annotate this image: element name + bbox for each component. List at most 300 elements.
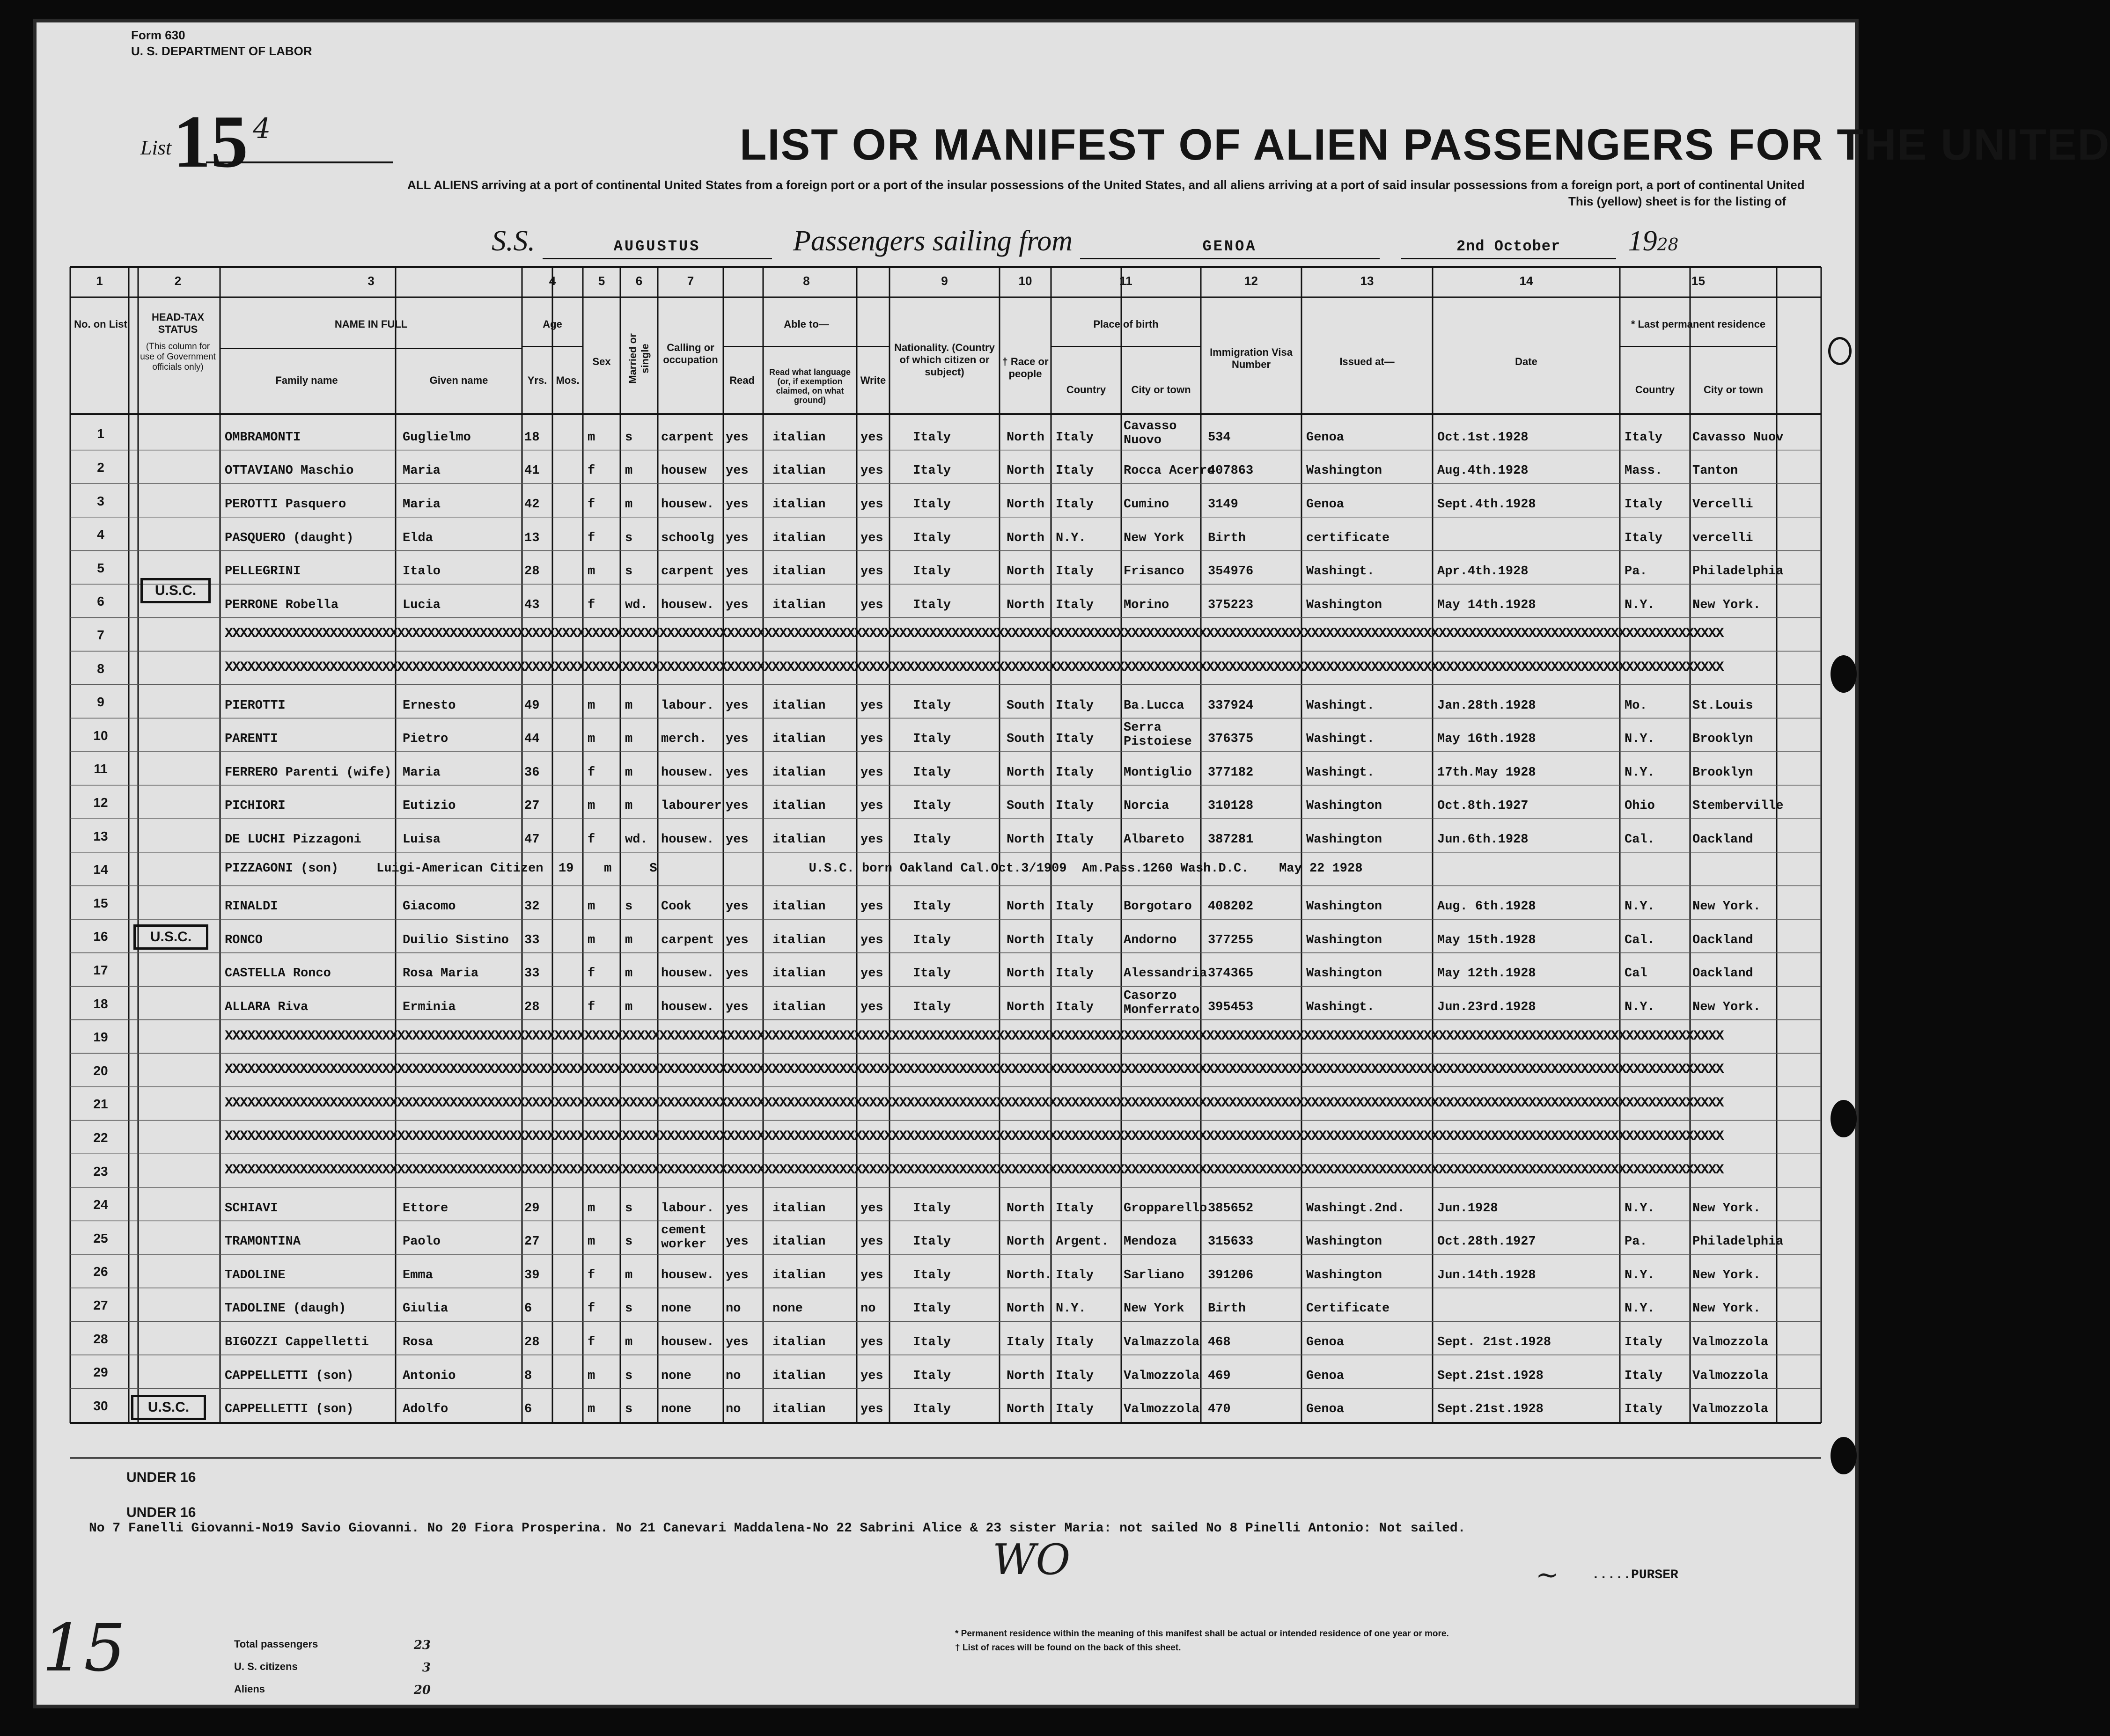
cell-lang: italian (772, 1000, 826, 1014)
purser-label: .....PURSER (1592, 1568, 1678, 1582)
cell-read: yes (726, 765, 749, 780)
cell-read: yes (726, 1201, 749, 1216)
cell-rcity: Oackland (1692, 933, 1753, 947)
cell-rcountry: Ohio (1625, 799, 1655, 813)
column-number: 15 (1691, 274, 1705, 288)
cell-date: May 16th.1928 (1437, 732, 1536, 747)
cell-read: yes (726, 698, 749, 713)
cell-age: 36 (524, 765, 540, 780)
cell-family: RINALDI (225, 900, 278, 914)
cell-nat: Italy (913, 967, 951, 981)
cell-nat: Italy (913, 1335, 951, 1349)
cell-write: yes (860, 1402, 883, 1417)
cell-given: Italo (403, 564, 441, 579)
cell-write: yes (860, 498, 883, 512)
cell-nat: Italy (913, 1000, 951, 1014)
cell-age: 27 (524, 799, 540, 813)
cell-bcountry: Italy (1056, 430, 1094, 445)
cell-rcountry: N.Y. (1625, 1302, 1655, 1316)
cell-date: May 12th.1928 (1437, 967, 1536, 981)
row-number: 21 (93, 1097, 108, 1112)
column-number: 6 (635, 274, 643, 288)
cell-occ: housew. (661, 1000, 714, 1014)
col-header-birth-city: City or town (1131, 384, 1191, 396)
cell-read: yes (726, 799, 749, 813)
cell-ms: m (625, 799, 633, 813)
cell-issued: Washingt. (1306, 1000, 1375, 1014)
cell-age: 6 (524, 1402, 532, 1417)
cell-family: PARENTI (225, 732, 278, 747)
row-number: 4 (97, 527, 104, 542)
cell-occ: housew. (661, 967, 714, 981)
cell-race: North. (1007, 1268, 1052, 1282)
cell-given: Paolo (403, 1235, 441, 1249)
cell-sex: f (588, 1268, 596, 1282)
cell-visa: 374365 (1208, 967, 1254, 981)
cell-nat: Italy (913, 464, 951, 478)
cell-sex: f (588, 1335, 596, 1349)
cell-age: 44 (524, 732, 540, 747)
cell-race: North (1007, 1302, 1045, 1316)
cell-bcity: Casorzo Monferrato (1124, 989, 1200, 1018)
col-header-last-residence: * Last permanent residence (1631, 318, 1766, 330)
cell-family: PERRONE Robella (225, 598, 339, 612)
cell-rcountry: N.Y. (1625, 1000, 1655, 1014)
column-number: 12 (1244, 274, 1258, 288)
cell-rcity: New York. (1692, 1302, 1761, 1316)
cell-visa: 315633 (1208, 1235, 1254, 1249)
cell-race: South (1007, 732, 1045, 747)
cell-family: ALLARA Riva (225, 1000, 309, 1014)
cell-rcity: Valmozzola (1692, 1335, 1769, 1349)
cell-ms: m (625, 464, 633, 478)
cell-rcountry: Pa. (1625, 1235, 1647, 1249)
binder-ring-icon (1828, 337, 1852, 365)
cell-visa: 385652 (1208, 1201, 1254, 1216)
cell-issued: Genoa (1306, 1402, 1345, 1417)
cell-family: TRAMONTINA (225, 1235, 301, 1249)
cell-race: North (1007, 564, 1045, 579)
cell-issued: Washington (1306, 933, 1382, 947)
cell-issued: Washington (1306, 900, 1382, 914)
cell-race: North (1007, 1369, 1045, 1383)
cell-ms: s (625, 1369, 633, 1383)
cell-bcountry: Argent. (1056, 1235, 1109, 1249)
column-number: 3 (368, 274, 375, 288)
cell-lang: italian (772, 531, 826, 545)
column-number: 4 (549, 274, 556, 288)
cell-bcountry: Italy (1056, 1402, 1094, 1417)
cell-given: Maria (403, 498, 441, 512)
cell-family: PEROTTI Pasquero (225, 498, 346, 512)
cell-bcity: Andorno (1124, 933, 1177, 947)
cell-date: Sept.4th.1928 (1437, 498, 1536, 512)
cell-ms: s (625, 1402, 633, 1417)
cell-rcity: Oackland (1692, 833, 1753, 847)
cell-issued: Genoa (1306, 430, 1345, 445)
cell-rcountry: Pa. (1625, 564, 1647, 579)
cell-rcountry: Italy (1625, 1369, 1663, 1383)
cell-lang: italian (772, 1369, 826, 1383)
cell-age: 47 (524, 833, 540, 847)
col-header-visa: Immigration Visa Number (1210, 346, 1293, 370)
cell-issued: Washington (1306, 598, 1382, 612)
cell-bcity: Ba.Lucca (1124, 698, 1184, 713)
cell-given: Maria (403, 464, 441, 478)
row-number: 7 (97, 627, 104, 642)
ship-name: AUGUSTUS (613, 238, 701, 255)
cell-age: 41 (524, 464, 540, 478)
cell-age: 18 (524, 430, 540, 445)
cell-nat: Italy (913, 1402, 951, 1417)
cell-write: yes (860, 598, 883, 612)
cell-age: 13 (524, 531, 540, 545)
cell-age: 29 (524, 1201, 540, 1216)
cell-rcity: Brooklyn (1692, 765, 1753, 780)
binder-hole-icon (1831, 655, 1857, 693)
cell-race: North (1007, 531, 1045, 545)
cell-rcity: Vercelli (1692, 498, 1753, 512)
cell-nat: Italy (913, 598, 951, 612)
cell-lang: italian (772, 933, 826, 947)
cell-read: yes (726, 833, 749, 847)
column-number: 11 (1119, 274, 1132, 288)
cell-date: Oct.1st.1928 (1437, 430, 1529, 445)
cell-date: 17th.May 1928 (1437, 765, 1536, 780)
status-stamp: UNDER 16 (126, 1470, 196, 1485)
cell-ms: m (625, 498, 633, 512)
cell-visa: 3149 (1208, 498, 1238, 512)
cell-date: Jun.14th.1928 (1437, 1268, 1536, 1282)
cell-date: Jun.1928 (1437, 1201, 1498, 1216)
total-value: 23 (413, 1638, 431, 1652)
ss-label: S.S. (492, 225, 535, 257)
cell-visa: Birth (1208, 531, 1246, 545)
cell-date: Jun.23rd.1928 (1437, 1000, 1536, 1014)
cell-date: May 14th.1928 (1437, 598, 1536, 612)
cell-family: PIEROTTI (225, 698, 286, 713)
totals-box (234, 1638, 431, 1697)
cell-given: Rosa (403, 1335, 433, 1349)
cell-age: 43 (524, 598, 540, 612)
col-header-yrs: Yrs. (527, 374, 547, 386)
cell-rcity: New York. (1692, 1268, 1761, 1282)
row-number: 28 (93, 1331, 108, 1346)
cell-bcity: Rocca Acerro (1124, 464, 1215, 478)
cell-family: CASTELLA Ronco (225, 967, 331, 981)
cell-rcity: vercelli (1692, 531, 1753, 545)
cell-age: 27 (524, 1235, 540, 1249)
cell-bcity: Morino (1124, 598, 1169, 612)
form-line: Form 630 (131, 28, 185, 42)
cell-rcity: New York. (1692, 598, 1761, 612)
cell-rcity: Brooklyn (1692, 732, 1753, 747)
cell-rcountry: N.Y. (1625, 1268, 1655, 1282)
cell-race: North (1007, 933, 1045, 947)
cell-rcountry: Cal. (1625, 933, 1655, 947)
cell-read: yes (726, 564, 749, 579)
cell-visa: 387281 (1208, 833, 1254, 847)
cell-sex: f (588, 464, 596, 478)
cell-bcountry: Italy (1056, 765, 1094, 780)
col-header-read-language: Read what language (or, if exemption claimed, on what ground) (769, 367, 851, 405)
cell-occ: housew. (661, 498, 714, 512)
form-line: U. S. DEPARTMENT OF LABOR (131, 44, 312, 58)
cell-write: yes (860, 531, 883, 545)
cell-ms: s (625, 531, 633, 545)
cell-rcountry: N.Y. (1625, 598, 1655, 612)
cell-date: Jan.28th.1928 (1437, 698, 1536, 713)
struck-row: XXXXXXXXXXXXXXXXXXXXXXXXXXXXXXXXXXXXXXXXXXXXXXXXXXXXXXXXXXXXXXXXXXXXXXXXXXXXXXXXXXXXXXXXXXXXXXXXXXXXXXXXXXXXXXXXXXXXXXXXXXXXXXXXXXXXXXXXXXXXXXXXXXXXXXXXXXXXXXXXXXXXXXXXXXXXXXXXXXXXXXXXXXXXXXXXXXXXXXXX (225, 1028, 1723, 1044)
cell-bcountry: Italy (1056, 933, 1094, 947)
cell-bcity: Valmozzola (1124, 1402, 1200, 1417)
list-number-suffix: 4 (253, 112, 271, 145)
cell-issued: Washington (1306, 1268, 1382, 1282)
cell-rcountry: Mass. (1625, 464, 1663, 478)
cell-write: yes (860, 833, 883, 847)
col-header-nationality: Nationality. (Country of which citizen or subject) (894, 342, 995, 378)
cell-date: Aug.4th.1928 (1437, 464, 1529, 478)
cell-ms: m (625, 732, 633, 747)
cell-sex: f (588, 1302, 596, 1316)
cell-sex: f (588, 498, 596, 512)
cell-bcountry: Italy (1056, 900, 1094, 914)
column-number: 10 (1018, 274, 1032, 288)
aliens-row (234, 1683, 431, 1697)
cell-race: South (1007, 799, 1045, 813)
cell-nat: Italy (913, 765, 951, 780)
binder-hole-icon (1831, 1437, 1857, 1474)
column-number: 8 (803, 274, 810, 288)
cell-issued: Washington (1306, 967, 1382, 981)
struck-row: XXXXXXXXXXXXXXXXXXXXXXXXXXXXXXXXXXXXXXXXXXXXXXXXXXXXXXXXXXXXXXXXXXXXXXXXXXXXXXXXXXXXXXXXXXXXXXXXXXXXXXXXXXXXXXXXXXXXXXXXXXXXXXXXXXXXXXXXXXXXXXXXXXXXXXXXXXXXXXXXXXXXXXXXXXXXXXXXXXXXXXXXXXXXXXXXXXXXXXXX (225, 1128, 1723, 1145)
cell-lang: italian (772, 1335, 826, 1349)
struck-row: XXXXXXXXXXXXXXXXXXXXXXXXXXXXXXXXXXXXXXXXXXXXXXXXXXXXXXXXXXXXXXXXXXXXXXXXXXXXXXXXXXXXXXXXXXXXXXXXXXXXXXXXXXXXXXXXXXXXXXXXXXXXXXXXXXXXXXXXXXXXXXXXXXXXXXXXXXXXXXXXXXXXXXXXXXXXXXXXXXXXXXXXXXXXXXXXXXXXXXXX (225, 1062, 1723, 1078)
cell-visa: 337924 (1208, 698, 1254, 713)
cell-bcity: Cavasso Nuovo (1124, 419, 1177, 447)
col-header-race: † Race or people (1002, 356, 1049, 380)
row-number: 13 (93, 828, 108, 843)
row-number: 15 (93, 895, 108, 910)
col-header-age: Age (543, 318, 562, 330)
cell-rcountry: Mo. (1625, 698, 1647, 713)
year-prefix: 19 (1628, 225, 1657, 257)
cell-age: 42 (524, 498, 540, 512)
cell-ms: m (625, 1335, 633, 1349)
cell-lang: italian (772, 464, 826, 478)
col-header-name: NAME IN FULL (334, 318, 408, 330)
cell-age: 8 (524, 1369, 532, 1383)
cell-visa: 375223 (1208, 598, 1254, 612)
cell-bcity: Sarliano (1124, 1268, 1184, 1282)
footnote-2: † List of races will be found on the back of this sheet. (955, 1643, 1181, 1653)
cell-lang: none (772, 1302, 803, 1316)
cell-write: yes (860, 1201, 883, 1216)
cell-lang: italian (772, 1402, 826, 1417)
cell-read: yes (726, 598, 749, 612)
cell-nat: Italy (913, 1302, 951, 1316)
cell-sex: m (588, 933, 596, 947)
col-header-calling: Calling or occupation (663, 342, 718, 366)
cell-sex: f (588, 1000, 596, 1014)
struck-row: XXXXXXXXXXXXXXXXXXXXXXXXXXXXXXXXXXXXXXXXXXXXXXXXXXXXXXXXXXXXXXXXXXXXXXXXXXXXXXXXXXXXXXXXXXXXXXXXXXXXXXXXXXXXXXXXXXXXXXXXXXXXXXXXXXXXXXXXXXXXXXXXXXXXXXXXXXXXXXXXXXXXXXXXXXXXXXXXXXXXXXXXXXXXXXXXXXXXXXXX (225, 626, 1723, 642)
margin-number: 15 (42, 1610, 126, 1686)
cell-read: yes (726, 1235, 749, 1249)
cell-race: North (1007, 900, 1045, 914)
cell-ms: m (625, 967, 633, 981)
cell-visa: 377255 (1208, 933, 1254, 947)
cell-given: Eutizio (403, 799, 456, 813)
cell-read: no (726, 1302, 741, 1316)
status-stamp: UNDER 16 (126, 1505, 196, 1520)
cell-given: Erminia (403, 1000, 456, 1014)
cell-ms: wd. (625, 833, 648, 847)
status-stamp: U.S.C. (140, 578, 211, 603)
row-number: 18 (93, 996, 108, 1011)
cell-occ: cement worker (661, 1223, 707, 1252)
cell-nat: Italy (913, 498, 951, 512)
cell-rcity: Tanton (1692, 464, 1738, 478)
cell-lang: italian (772, 1268, 826, 1282)
cell-bcountry: Italy (1056, 698, 1094, 713)
cell-nat: Italy (913, 531, 951, 545)
col-header-head-tax-note: (This column for use of Government officials only) (140, 342, 216, 372)
cell-rcountry: Italy (1625, 498, 1663, 512)
purser-signature-icon: ~ (1536, 1559, 1559, 1591)
cell-visa: 408202 (1208, 900, 1254, 914)
cell-read: yes (726, 933, 749, 947)
column-number: 9 (941, 274, 948, 288)
cell-race: North (1007, 967, 1045, 981)
cell-rcountry: Cal (1625, 967, 1647, 981)
cell-rcountry: Cal. (1625, 833, 1655, 847)
table-row-note: PIZZAGONI (son) Luigi-American Citizen 19 m S U.S.C. born Oakland Cal.Oct.3/1909 Am.Pass.1260 Wash.D.C. May 22 1928 (225, 861, 1363, 876)
cell-read: yes (726, 732, 749, 747)
cell-age: 49 (524, 698, 540, 713)
manifest-sheet (33, 19, 2110, 1708)
cell-bcountry: Italy (1056, 564, 1094, 579)
cell-occ: labour. (661, 1201, 714, 1216)
cell-write: yes (860, 900, 883, 914)
cell-given: Ettore (403, 1201, 448, 1216)
struck-row: XXXXXXXXXXXXXXXXXXXXXXXXXXXXXXXXXXXXXXXXXXXXXXXXXXXXXXXXXXXXXXXXXXXXXXXXXXXXXXXXXXXXXXXXXXXXXXXXXXXXXXXXXXXXXXXXXXXXXXXXXXXXXXXXXXXXXXXXXXXXXXXXXXXXXXXXXXXXXXXXXXXXXXXXXXXXXXXXXXXXXXXXXXXXXXXXXXXXXXXX (225, 1095, 1723, 1111)
cell-write: yes (860, 564, 883, 579)
col-header-married: Married or single (627, 333, 651, 384)
cell-given: Luisa (403, 833, 441, 847)
cell-read: yes (726, 900, 749, 914)
cell-date: Sept. 21st.1928 (1437, 1335, 1551, 1349)
cell-bcountry: Italy (1056, 967, 1094, 981)
col-header-mos: Mos. (556, 374, 580, 386)
cell-write: yes (860, 1369, 883, 1383)
cell-sex: f (588, 598, 596, 612)
cell-read: no (726, 1402, 741, 1417)
cell-family: FERRERO Parenti (wife) (225, 765, 392, 780)
cell-given: Pietro (403, 732, 448, 747)
cell-age: 33 (524, 933, 540, 947)
col-header-place-of-birth: Place of birth (1093, 318, 1159, 330)
cell-bcountry: Italy (1056, 598, 1094, 612)
aliens-label: Aliens (234, 1683, 265, 1695)
cell-race: North (1007, 765, 1045, 780)
cell-sex: m (588, 1201, 596, 1216)
cell-write: yes (860, 1335, 883, 1349)
cell-bcity: Valmozzola (1124, 1369, 1200, 1383)
cell-bcountry: Italy (1056, 1201, 1094, 1216)
cell-issued: Washington (1306, 833, 1382, 847)
cell-ms: s (625, 430, 633, 445)
cell-ms: s (625, 564, 633, 579)
cell-given: Maria (403, 765, 441, 780)
row-number: 2 (97, 460, 104, 475)
cell-visa: 395453 (1208, 1000, 1254, 1014)
struck-row: XXXXXXXXXXXXXXXXXXXXXXXXXXXXXXXXXXXXXXXXXXXXXXXXXXXXXXXXXXXXXXXXXXXXXXXXXXXXXXXXXXXXXXXXXXXXXXXXXXXXXXXXXXXXXXXXXXXXXXXXXXXXXXXXXXXXXXXXXXXXXXXXXXXXXXXXXXXXXXXXXXXXXXXXXXXXXXXXXXXXXXXXXXXXXXXXXXXXXXXX (225, 659, 1723, 675)
cell-lang: italian (772, 1201, 826, 1216)
cell-date: Sept.21st.1928 (1437, 1402, 1544, 1417)
cell-rcountry: N.Y. (1625, 765, 1655, 780)
col-header-sex: Sex (592, 356, 611, 367)
cell-rcountry: N.Y. (1625, 900, 1655, 914)
cell-occ: carpent (661, 933, 714, 947)
row-number: 5 (97, 560, 104, 575)
col-header-birth-country: Country (1066, 384, 1106, 396)
cell-family: RONCO (225, 933, 263, 947)
cell-write: yes (860, 1235, 883, 1249)
cell-occ: carpent (661, 564, 714, 579)
status-stamp: U.S.C. (133, 924, 208, 950)
cell-age: 39 (524, 1268, 540, 1282)
cell-age: 6 (524, 1302, 532, 1316)
list-label: List (140, 136, 172, 159)
cell-lang: italian (772, 833, 826, 847)
row-number: 17 (93, 962, 108, 977)
cell-given: Lucia (403, 598, 441, 612)
cell-ms: m (625, 765, 633, 780)
cell-bcity: Alessandria (1124, 967, 1207, 981)
cell-lang: italian (772, 564, 826, 579)
cell-bcountry: Italy (1056, 1268, 1094, 1282)
cell-ms: s (625, 1302, 633, 1316)
cell-sex: m (588, 799, 596, 813)
cell-race: Italy (1007, 1335, 1045, 1349)
cell-bcity: New York (1124, 1302, 1184, 1316)
cell-nat: Italy (913, 933, 951, 947)
cell-rcity: St.Louis (1692, 698, 1753, 713)
cell-given: Rosa Maria (403, 967, 479, 981)
cell-occ: labourer (661, 799, 722, 813)
cell-read: yes (726, 464, 749, 478)
cell-rcountry: N.Y. (1625, 732, 1655, 747)
column-number: 14 (1519, 274, 1533, 288)
cell-race: North (1007, 430, 1045, 445)
row-number: 1 (97, 426, 104, 441)
cell-nat: Italy (913, 833, 951, 847)
cell-family: TADOLINE (225, 1268, 286, 1282)
cell-ms: s (625, 1201, 633, 1216)
cell-nat: Italy (913, 1235, 951, 1249)
cell-rcity: Valmozzola (1692, 1369, 1769, 1383)
cell-race: North (1007, 833, 1045, 847)
cell-nat: Italy (913, 1268, 951, 1282)
cell-read: yes (726, 1000, 749, 1014)
cell-sex: f (588, 967, 596, 981)
cell-write: yes (860, 765, 883, 780)
aliens-value: 20 (413, 1683, 431, 1697)
cell-sex: f (588, 833, 596, 847)
binder-hole-icon (1831, 1100, 1857, 1137)
cell-family: PICHIORI (225, 799, 286, 813)
page-subtitle: ALL ALIENS arriving at a port of continental United States from a foreign port or a port of the insular possessions of the United States, and all aliens arriving at a port of said insular possessions from a foreign port, a port of continental United (407, 178, 1805, 192)
